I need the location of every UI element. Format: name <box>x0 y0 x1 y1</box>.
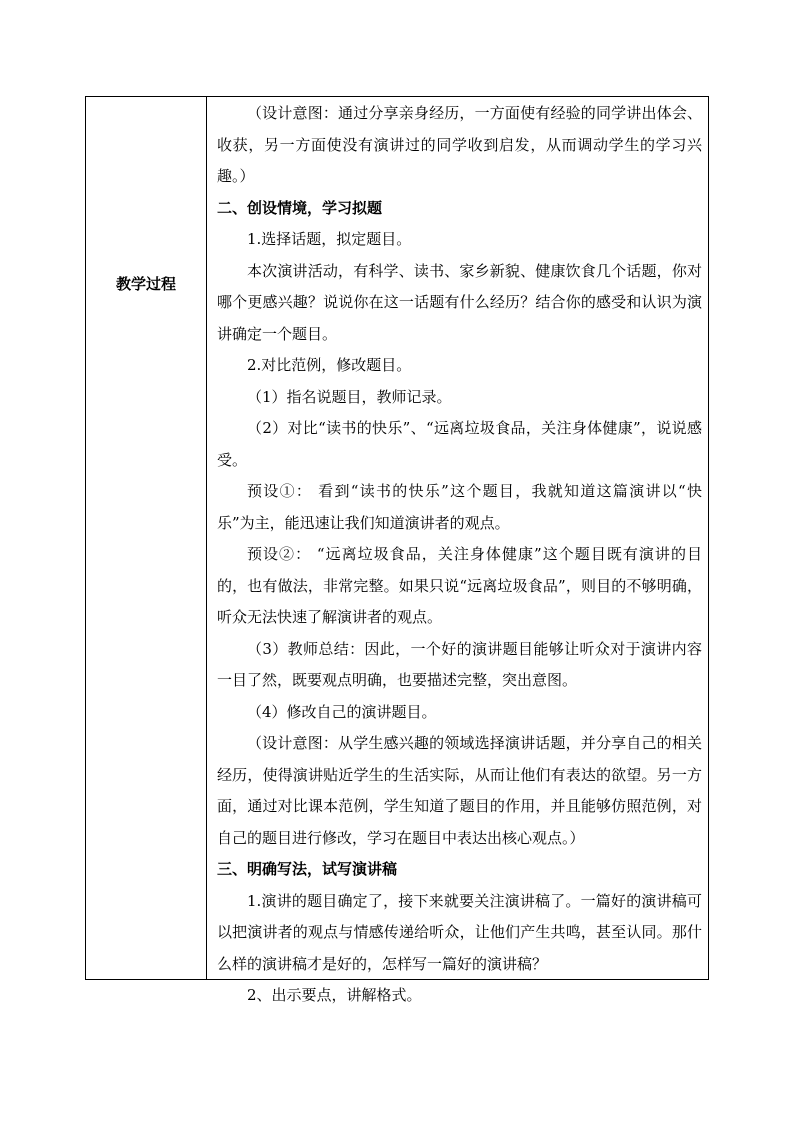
substep-paragraph: （1）指名说题目，教师记录。 <box>247 387 452 406</box>
preset-paragraph: 预设②： “远离垃圾食品，关注身体健康”这个题目既有演讲的目的，也有做法，非常完整。如果只说“远离垃圾食品”，则目的不够明确，听众无法快速了解演讲者的观点。 <box>217 545 702 626</box>
step-paragraph: 2.对比范例，修改题目。 <box>247 356 412 374</box>
row-label: 教学过程 <box>115 275 176 293</box>
design-intent-paragraph: （设计意图：通过分享亲身经历，一方面使有经验的同学讲出体会、收获，另一方面使没有演讲过的同学收到启发，从而调动学生的学习兴趣。） <box>217 104 702 185</box>
step-paragraph: 1.演讲的题目确定了，接下来就要关注演讲稿了。一篇好的演讲稿可以把演讲者的观点与情感传递给听众，让他们产生共鸣，甚至认同。那什么样的演讲稿才是好的，怎样写一篇好的演讲稿？ <box>217 891 702 973</box>
step-paragraph: 1.选择话题，拟定题目。 <box>247 230 412 248</box>
row-label-cell <box>86 97 207 979</box>
content-cell <box>207 97 708 1004</box>
substep-paragraph: （2）对比“读书的快乐”、“远离垃圾食品，关注身体健康”，说说感受。 <box>217 419 702 469</box>
step-paragraph: 2、出示要点，讲解格式。 <box>247 986 422 1004</box>
section-heading-3: 三、明确写法，试写演讲稿 <box>217 860 398 878</box>
preset-paragraph: 预设①： 看到“读书的快乐”这个题目，我就知道这篇演讲以“快乐”为主，能迅速让我们知道演讲者的观点。 <box>217 482 702 532</box>
design-intent-paragraph: （设计意图：从学生感兴趣的领域选择演讲话题，并分享自己的相关经历，使得演讲贴近学生的生活实际，从而让他们有表达的欲望。另一方面，通过对比课本范例，学生知道了题目的作用，并且能够仿照范例，对自己的题目进行修改，学习在题目中表达出核心观点。） <box>217 734 702 847</box>
substep-paragraph: （4）修改自己的演讲题目。 <box>247 702 437 721</box>
section-heading-2: 二、创设情境，学习拟题 <box>217 198 383 217</box>
substep-paragraph: （3）教师总结：因此，一个好的演讲题目能够让听众对于演讲内容一目了然，既要观点明确，也要描述完整，突出意图。 <box>217 639 702 689</box>
lesson-table <box>85 96 709 1004</box>
body-paragraph: 本次演讲活动，有科学、读书、家乡新貌、健康饮食几个话题，你对哪个更感兴趣？说说你在这一话题有什么经历？结合你的感受和认识为演讲确定一个题目。 <box>217 261 702 343</box>
